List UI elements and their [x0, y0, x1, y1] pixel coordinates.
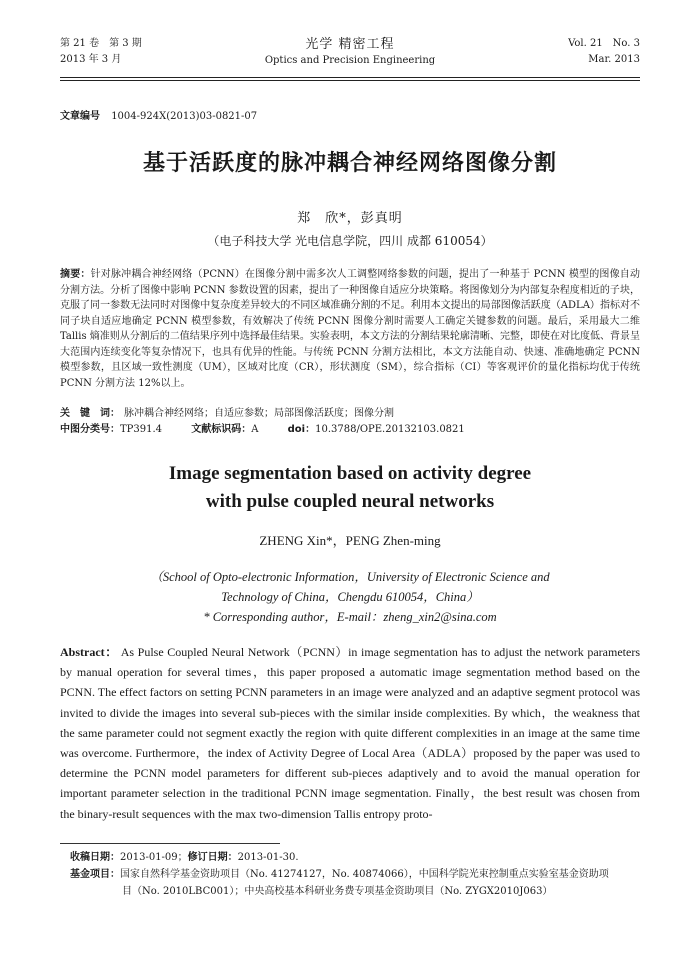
affiliation-en	[0, 567, 700, 627]
article-number	[60, 107, 257, 122]
journal-name-en: Optics and Precision Engineering	[264, 55, 436, 66]
fund-text-1: 国家自然科学基金资助项目（No. 41274127，No. 40874066），中国科学院光束控制重点实验室基金资助项	[120, 869, 609, 880]
title-en	[0, 460, 700, 516]
doc-code-label: 文献标识码：	[191, 424, 252, 435]
doc-code-value: A	[251, 424, 259, 435]
abstract-cn-text: 针对脉冲耦合神经网络（PCNN）在图像分割中需多次人工调整网络参数的问题，提出了一种基于 PCNN 模型的图像自动分割方法。分析了图像中影响 PCNN 参数设置的因素，提出了一种图像自适应分块策略。将图像划分为内部复杂程度相近的子块，克服了同一参数无法同时对图像中复杂度差异较大的不同区域准确分割的不足。利用本文提出的局部图像活跃度（ADLA）指标对不同子块自适应地确定 PCNN 模型参数，有效解决了传统 PCNN 图像分割时需要人工确定关键参数的问题。最后，采用最大二维 Tallis 熵准则从分割后的二值结果序列中选择最佳结果。实验表明，本文方法的分割结果轮廓清晰、完整，即使在对比度低、背景呈大范围内连续变化等复杂情况下，也具有优异的性能。与传统 PCNN 分割方法相比，本文方法能自动、快速、准确地确定 PCNN 模型参数，且区域一致性测度（UM），区域对比度（CR），形状测度（SM），综合指标（CI）等客观评价的量化指标均优于传统 PCNN 分割方法 12%以上。	[60, 269, 640, 389]
revised-label: 修订日期：	[187, 852, 238, 863]
abstract-en-text: As Pulse Coupled Neural Network（PCNN）in image segmentation has to adjust the network parameters by manual operation for several times，this paper proposed a automatic image segmentation method based on the PCNN. The effect factors on setting PCNN parameters in an image were analyzed and an adaptive segment protocol was invited to divide the images into several sub-pieces with the similar inside complexities. By which，the weakness that the same parameter could not segment exactly the region with quite different complexities in an image at the same time was overcome. Furthermore，the index of Activity Degree of Local Area（ADLA）proposed by the paper was used to determine the PCNN model parameters for different sub-pieces adaptively and to avoid the manual operation for important parameter selection in the traditional PCNN image segmentation. Finally，the best result was chosen from the binary-result sequences with the max two-dimension Tallis entropy proto-	[60, 645, 640, 821]
keywords-cn-label: 关 键 词：	[60, 408, 120, 419]
clc-value: TP391.4	[120, 424, 163, 435]
footnote-rule	[60, 843, 280, 844]
document-code	[191, 424, 258, 435]
abstract-en-label: Abstract：	[60, 645, 118, 659]
doi-label: doi：	[287, 424, 316, 435]
fund-line	[70, 866, 640, 883]
abstract-en	[60, 642, 640, 824]
classification-line	[60, 422, 640, 437]
affiliation-en-line2: Technology of China，Chengdu 610054，China）	[221, 590, 479, 604]
keywords-cn	[60, 406, 640, 421]
corresponding-author: * Corresponding author，E-mail：zheng_xin2@sina.com	[203, 610, 497, 624]
clc-number	[60, 424, 162, 435]
article-number-value: 1004-924X(2013)03-0821-07	[111, 111, 258, 122]
header-right	[568, 36, 640, 68]
header-rule-top	[60, 77, 640, 78]
abstract-cn-label: 摘要：	[60, 269, 91, 280]
running-header	[60, 36, 640, 76]
title-en-line1: Image segmentation based on activity degree	[168, 463, 532, 484]
doi-value: 10.3788/OPE.20132103.0821	[315, 424, 465, 435]
dates-line	[70, 849, 640, 866]
clc-label: 中图分类号：	[60, 424, 120, 435]
affiliation-cn: （电子科技大学 光电信息学院，四川 成都 610054）	[207, 234, 493, 248]
date-cn: 2013 年 3 月	[60, 54, 122, 65]
volume-issue-en: Vol. 21 No. 3	[568, 38, 640, 49]
header-rule-bottom	[60, 80, 640, 81]
title-en-line2: with pulse coupled neural networks	[205, 491, 495, 512]
footnote	[70, 849, 640, 900]
volume-issue-cn: 第 21 卷 第 3 期	[60, 38, 142, 49]
title-cn: 基于活跃度的脉冲耦合神经网络图像分割	[142, 151, 557, 176]
journal-name-cn: 光学 精密工程	[305, 37, 395, 52]
received-label: 收稿日期：	[70, 852, 120, 863]
header-center	[60, 36, 640, 68]
received-value: 2013-01-09；	[120, 852, 188, 863]
fund-line-2: 目（No. 2010LBC001）；中央高校基本科研业务费专项基金资助项目（No. ZYGX2010J063）	[122, 886, 553, 897]
article-number-label: 文章编号	[60, 111, 100, 122]
authors-cn: 郑 欣*，彭真明	[297, 211, 403, 226]
authors-en: ZHENG Xin*，PENG Zhen-ming	[259, 533, 441, 548]
doi	[288, 424, 465, 435]
fund-label: 基金项目：	[70, 869, 120, 880]
revised-value: 2013-01-30.	[237, 852, 299, 863]
date-en: Mar. 2013	[588, 54, 640, 65]
affiliation-en-line1: （School of Opto-electronic Information，University of Electronic Science and	[150, 570, 550, 584]
keywords-cn-text: 脉冲耦合神经网络；自适应参数；局部图像活跃度；图像分割	[124, 408, 394, 419]
abstract-cn	[60, 267, 640, 391]
